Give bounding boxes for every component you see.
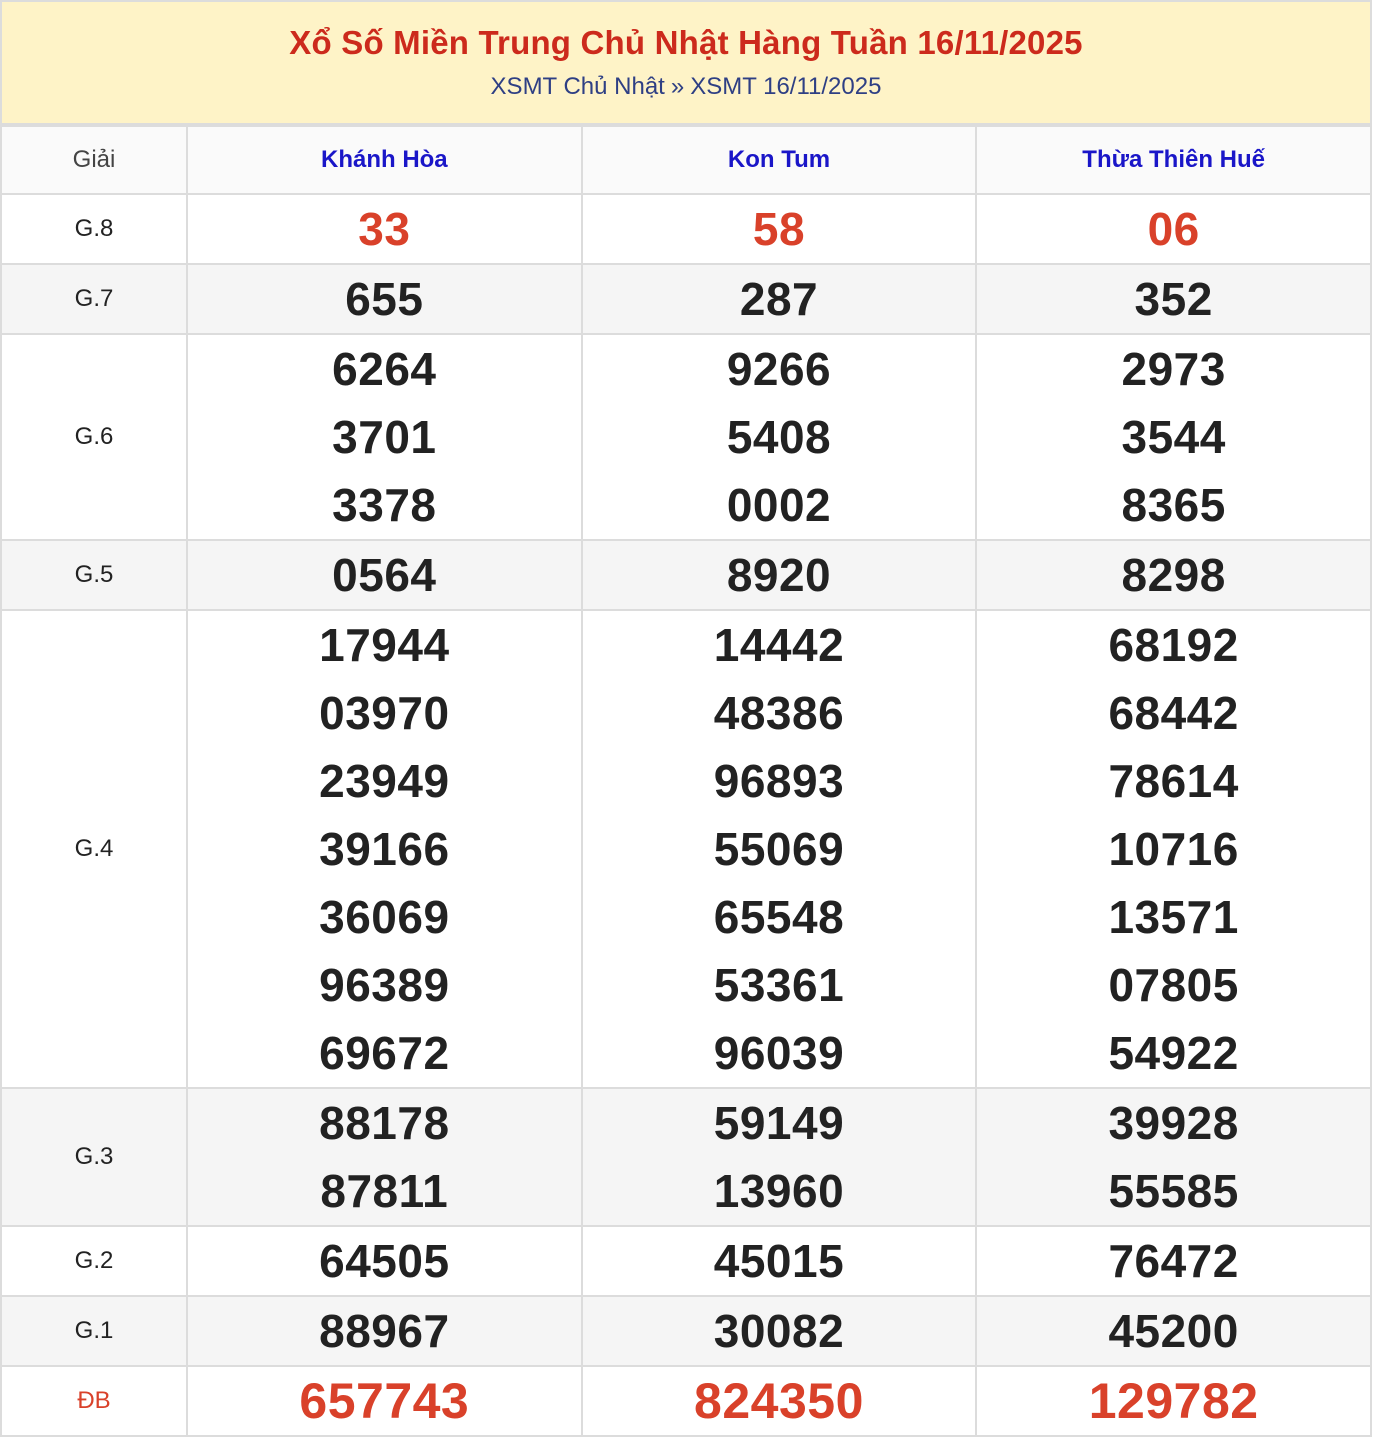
column-header-khanh-hoa[interactable]: Khánh Hòa — [187, 126, 582, 194]
result-cell-khanh-hoa — [187, 1088, 582, 1226]
result-cell-khanh-hoa — [187, 1366, 582, 1436]
prize-label: G.5 — [1, 540, 187, 610]
winning-number: 07805 — [1108, 959, 1239, 1011]
winning-number: 48386 — [713, 687, 845, 739]
winning-number: 23949 — [319, 755, 450, 807]
prize-label: G.3 — [1, 1088, 187, 1226]
result-cell-khanh-hoa — [187, 1296, 582, 1366]
result-cell-thua-thien-hue — [976, 194, 1371, 264]
winning-number: 287 — [739, 273, 819, 325]
result-cell-thua-thien-hue — [976, 1088, 1371, 1226]
page-title: Xổ Số Miền Trung Chủ Nhật Hàng Tuần 16/11/2025 — [289, 24, 1083, 61]
winning-number: 96039 — [713, 1027, 845, 1079]
prize-row-g1 — [1, 1296, 1371, 1366]
winning-number: 39928 — [1108, 1097, 1239, 1149]
result-cell-thua-thien-hue — [976, 540, 1371, 610]
result-cell-kon-tum — [582, 194, 977, 264]
winning-number: 68192 — [1108, 619, 1239, 671]
winning-number: 824350 — [694, 1373, 864, 1429]
winning-number: 9266 — [726, 343, 832, 395]
prize-label: G.7 — [1, 264, 187, 334]
result-cell-khanh-hoa — [187, 194, 582, 264]
winning-number: 87811 — [320, 1165, 449, 1217]
column-header-prize: Giải — [1, 126, 187, 194]
breadcrumb-link-xsmt-sunday[interactable]: XSMT Chủ Nhật — [490, 73, 665, 100]
winning-number: 45200 — [1108, 1305, 1239, 1357]
winning-number: 3544 — [1121, 411, 1226, 463]
result-cell-thua-thien-hue — [976, 264, 1371, 334]
result-cell-khanh-hoa — [187, 1226, 582, 1296]
winning-number: 17944 — [319, 619, 450, 671]
winning-number: 8365 — [1121, 479, 1226, 531]
prize-row-db — [1, 1366, 1371, 1436]
prize-row-g7 — [1, 264, 1371, 334]
result-cell-kon-tum — [582, 264, 977, 334]
result-cell-kon-tum — [582, 1226, 977, 1296]
winning-number: 39166 — [319, 823, 450, 875]
result-cell-kon-tum — [582, 334, 977, 540]
winning-number: 88967 — [319, 1305, 450, 1357]
winning-number: 13571 — [1108, 891, 1239, 943]
winning-number: 0564 — [332, 549, 437, 601]
prize-label: G.1 — [1, 1296, 187, 1366]
prize-label: G.6 — [1, 334, 187, 540]
winning-number: 2973 — [1121, 343, 1226, 395]
result-cell-thua-thien-hue — [976, 1296, 1371, 1366]
prize-label: G.8 — [1, 194, 187, 264]
winning-number: 8298 — [1121, 549, 1226, 601]
winning-number: 3378 — [332, 479, 437, 531]
winning-number: 8920 — [726, 549, 832, 601]
winning-number: 3701 — [332, 411, 437, 463]
winning-number: 96893 — [713, 755, 845, 807]
winning-number: 14442 — [713, 619, 845, 671]
result-cell-kon-tum — [582, 540, 977, 610]
winning-number: 36069 — [319, 891, 450, 943]
winning-number: 64505 — [319, 1235, 450, 1287]
winning-number: 03970 — [319, 687, 450, 739]
winning-number: 129782 — [1088, 1373, 1259, 1429]
winning-number: 55585 — [1108, 1165, 1239, 1217]
winning-number: 78614 — [1108, 755, 1239, 807]
result-cell-thua-thien-hue — [976, 334, 1371, 540]
winning-number: 10716 — [1108, 823, 1239, 875]
result-cell-thua-thien-hue — [976, 1366, 1371, 1436]
breadcrumb-separator: » — [670, 73, 685, 100]
prize-row-g5 — [1, 540, 1371, 610]
winning-number: 30082 — [713, 1305, 845, 1357]
result-cell-kon-tum — [582, 1088, 977, 1226]
winning-number: 33 — [358, 203, 411, 255]
winning-number: 655 — [345, 273, 424, 325]
breadcrumb — [2, 72, 1370, 102]
winning-number: 58 — [752, 203, 806, 255]
title-box — [0, 0, 1372, 125]
column-header-kon-tum[interactable]: Kon Tum — [582, 126, 977, 194]
result-cell-kon-tum — [582, 1296, 977, 1366]
prize-label: ĐB — [1, 1366, 187, 1436]
winning-number: 53361 — [713, 959, 845, 1011]
winning-number: 65548 — [713, 891, 845, 943]
result-cell-thua-thien-hue — [976, 610, 1371, 1088]
winning-number: 06 — [1147, 203, 1200, 255]
result-cell-kon-tum — [582, 1366, 977, 1436]
winning-number: 54922 — [1108, 1027, 1239, 1079]
column-header-thua-thien-hue[interactable]: Thừa Thiên Huế — [976, 126, 1371, 194]
result-cell-kon-tum — [582, 610, 977, 1088]
prize-row-g8 — [1, 194, 1371, 264]
winning-number: 6264 — [332, 343, 437, 395]
winning-number: 96389 — [319, 959, 450, 1011]
winning-number: 69672 — [319, 1027, 450, 1079]
prize-row-g2 — [1, 1226, 1371, 1296]
prize-row-g4 — [1, 610, 1371, 1088]
winning-number: 68442 — [1108, 687, 1239, 739]
winning-number: 0002 — [726, 479, 832, 531]
winning-number: 352 — [1134, 273, 1213, 325]
result-cell-khanh-hoa — [187, 264, 582, 334]
winning-number: 59149 — [713, 1097, 845, 1149]
prize-row-g6 — [1, 334, 1371, 540]
winning-number: 5408 — [726, 411, 832, 463]
winning-number: 657743 — [299, 1373, 470, 1429]
winning-number: 45015 — [713, 1235, 845, 1287]
result-cell-thua-thien-hue — [976, 1226, 1371, 1296]
result-cell-khanh-hoa — [187, 540, 582, 610]
winning-number: 13960 — [713, 1165, 845, 1217]
prize-row-g3 — [1, 1088, 1371, 1226]
prize-label: G.2 — [1, 1226, 187, 1296]
winning-number: 88178 — [319, 1097, 450, 1149]
prize-label: G.4 — [1, 610, 187, 1088]
results-table — [0, 125, 1372, 1437]
result-cell-khanh-hoa — [187, 610, 582, 1088]
winning-number: 55069 — [713, 823, 845, 875]
winning-number: 76472 — [1108, 1235, 1239, 1287]
result-cell-khanh-hoa — [187, 334, 582, 540]
breadcrumb-link-xsmt-date[interactable]: XSMT 16/11/2025 — [690, 73, 882, 100]
